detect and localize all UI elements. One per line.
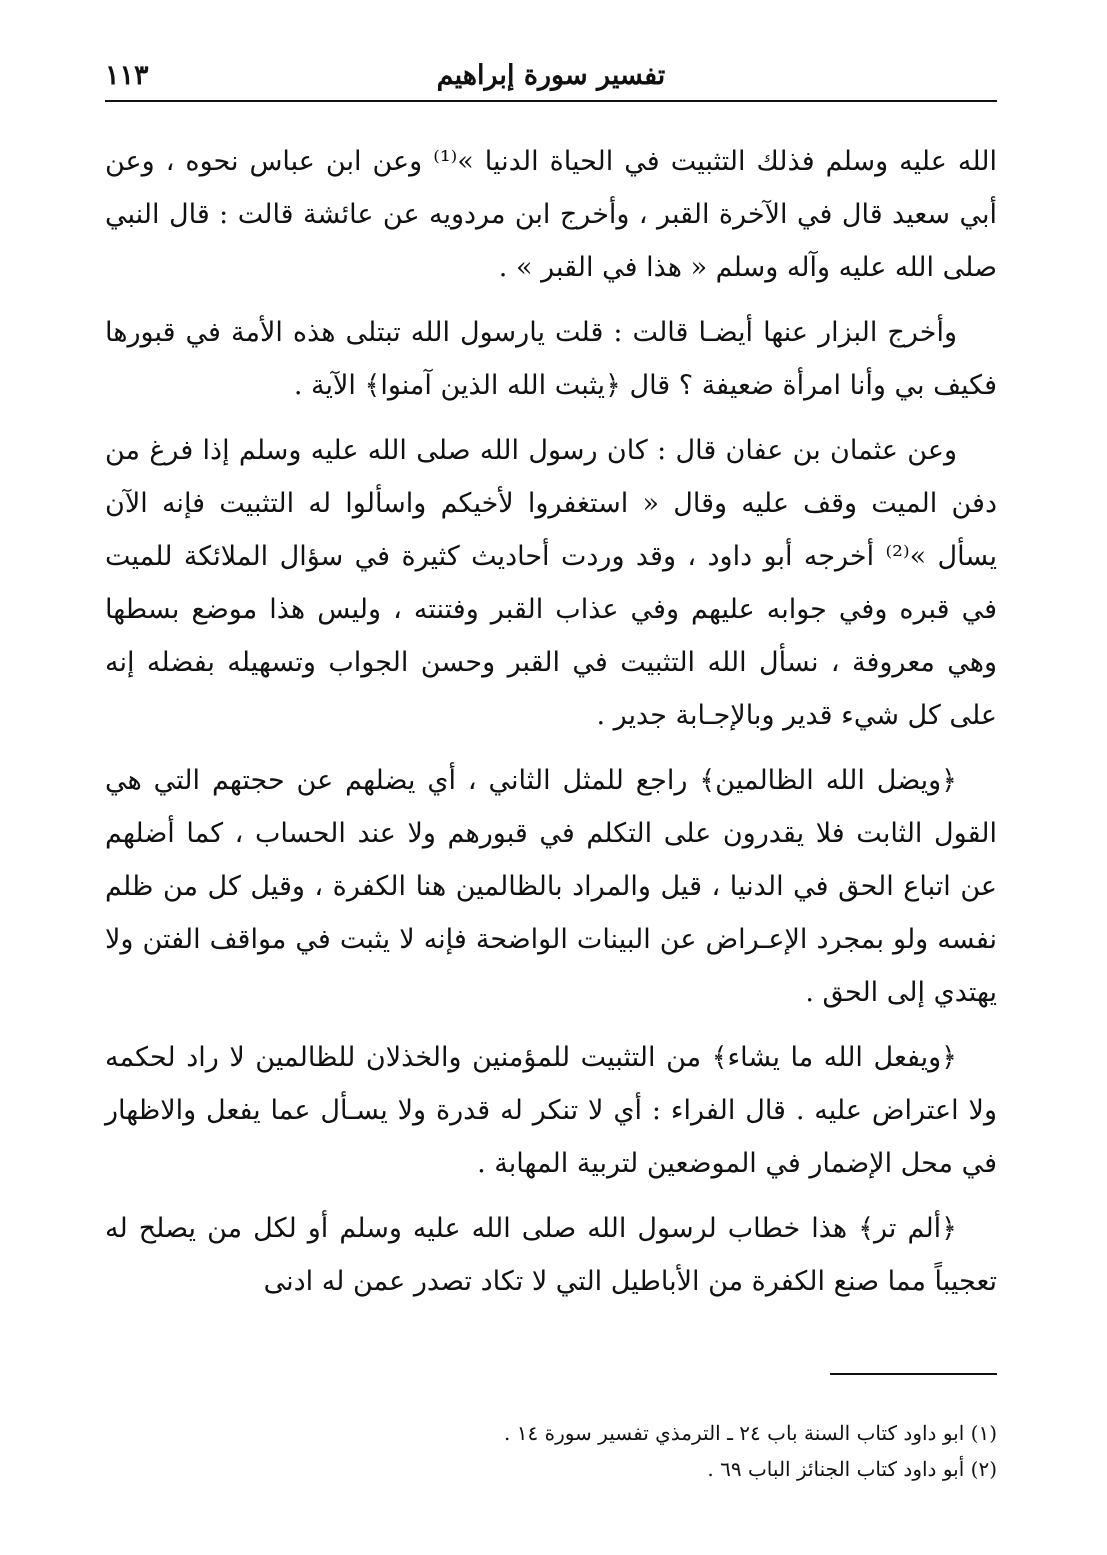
paragraph: وأخرج البزار عنها أيضـا قالت : قلت يارسول الله تبتلى هذه الأمة في قبورها فكيف بي وأنا امرأة ضعيفة ؟ قال ﴿يثبت الله الذين آمنوا﴾ الآية . xyxy=(105,317,997,401)
page-header xyxy=(105,58,997,102)
paragraph: ﴿ويضل الله الظالمين﴾ راجع للمثل الثاني ، أي يضلهم عن حجتهم التي هي القول الثابت فلا يقدرون على التكلم في قبورهم ولا عند الحساب ، كما أضلهم عن اتباع الحق في الدنيا ، قيل والمراد بالظالمين هنا الكفرة ، وقيل كل من ظلم نفسه ولو بمجرد الإعـراض عن البينات الواضحة فإنه لا يثبت في مواقف الفتن ولا يهتدي إلى الحق . xyxy=(105,765,997,1008)
paragraph: ﴿ألم تر﴾ هذا خطاب لرسول الله صلى الله عليه وسلم أو لكل من يصلح له تعجيباً مما صنع الكفرة من الأباطيل التي لا تكاد تصدر عمن له ادنى xyxy=(105,1213,997,1297)
page-title: تفسير سورة إبراهيم xyxy=(436,60,666,91)
main-text xyxy=(105,135,997,1320)
paragraph: الله عليه وسلم فذلك التثبيت في الحياة الدنيا »⁽¹⁾ وعن ابن عباس نحوه ، وعن أبي سعيد قال في الآخرة القبر ، وأخرج ابن مردويه عن عائشة قالت : قال النبي صلى الله عليه وآله وسلم « هذا في القبر » . xyxy=(105,146,997,283)
footnote-separator xyxy=(830,1373,997,1375)
paragraph: وعن عثمان بن عفان قال : كان رسول الله صلى الله عليه وسلم إذا فرغ من دفن الميت وقف عليه وقال « استغفروا لأخيكم واسألوا له التثبيت فإنه الآن يسأل »⁽²⁾ أخرجه أبو داود ، وقد وردت أحاديث كثيرة في سؤال الملائكة للميت في قبره وفي جوابه عليهم وفي عذاب القبر وفتنته ، وليس هذا موضع بسطها وهي معروفة ، نسأل الله التثبيت في القبر وحسن الجواب وتسهيله بفضله إنه على كل شيء قدير وبالإجـابة جدير . xyxy=(105,435,997,731)
footnote: (٢) أبو داود كتاب الجنائز الباب ٦٩ . xyxy=(707,1457,997,1481)
footnotes xyxy=(105,1415,997,1487)
page-number: ١١٣ xyxy=(105,60,149,91)
footnote: (١) ابو داود كتاب السنة باب ٢٤ ـ الترمذي تفسير سورة ١٤ . xyxy=(504,1421,997,1445)
paragraph: ﴿ويفعل الله ما يشاء﴾ من التثبيت للمؤمنين والخذلان للظالمين لا راد لحكمه ولا اعتراض عليه . قال الفراء : أي لا تنكر له قدرة ولا يسـأل عما يفعل والاظهار في محل الإضمار في الموضعين لتربية المهابة . xyxy=(105,1042,997,1179)
